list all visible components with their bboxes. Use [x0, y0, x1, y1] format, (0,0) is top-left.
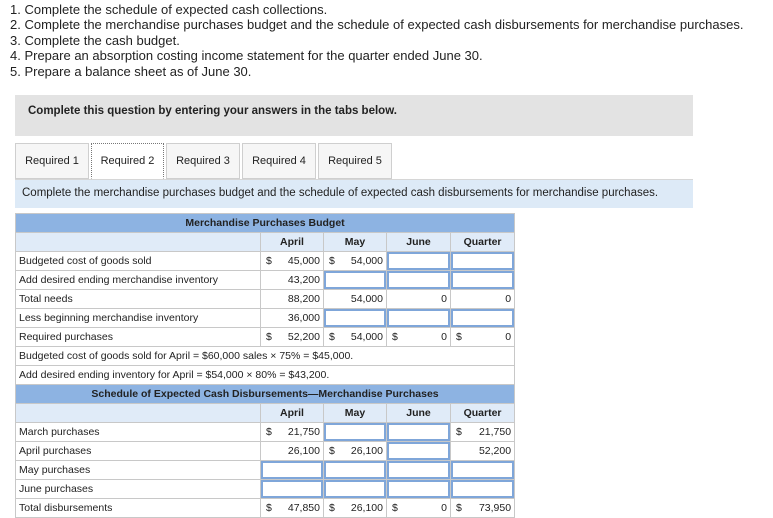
- schedule-input-may[interactable]: [324, 480, 387, 499]
- budget-cell-june: 0: [387, 290, 451, 309]
- budget-cell-april: 88,200: [261, 290, 324, 309]
- schedule-cell-quarter: $ 73,950: [451, 499, 515, 518]
- schedule-cell-may: $ 26,100: [324, 442, 387, 461]
- schedule-input-quarter[interactable]: [451, 461, 515, 480]
- budget-cell-may: $ 54,000: [324, 252, 387, 271]
- question-prompt-box: [15, 95, 693, 136]
- instruction-item: 5. Prepare a balance sheet as of June 30.: [10, 63, 252, 79]
- budget-col-april: April: [261, 233, 324, 252]
- instructions-list: [10, 2, 743, 79]
- budget-cell-may: 54,000: [324, 290, 387, 309]
- budget-input-quarter[interactable]: [451, 252, 515, 271]
- budget-row-label: Budgeted cost of goods sold: [16, 252, 261, 271]
- schedule-cell-quarter: $ 21,750: [451, 423, 515, 442]
- budget-cell-april: $ 45,000: [261, 252, 324, 271]
- schedule-col-april: April: [261, 404, 324, 423]
- instruction-item: 1. Complete the schedule of expected cash collections.: [10, 2, 328, 17]
- tab-bar: [15, 143, 394, 179]
- budget-cell-april: 43,200: [261, 271, 324, 290]
- schedule-row: [16, 480, 515, 499]
- schedule-row-label: May purchases: [16, 461, 261, 480]
- schedule-row: [16, 499, 515, 518]
- budget-cell-quarter: $ 0: [451, 328, 515, 347]
- schedule-row-label: April purchases: [16, 442, 261, 461]
- budget-row: [16, 309, 515, 328]
- budget-header-blank: [16, 233, 261, 252]
- budget-note: Budgeted cost of goods sold for April = $60,000 sales × 75% = $45,000.: [16, 347, 515, 366]
- budget-row: [16, 271, 515, 290]
- budget-col-may: May: [324, 233, 387, 252]
- budget-row-label: Total needs: [16, 290, 261, 309]
- budget-row-label: Required purchases: [16, 328, 261, 347]
- budget-row-label: Add desired ending merchandise inventory: [16, 271, 261, 290]
- schedule-input-quarter[interactable]: [451, 480, 515, 499]
- schedule-row-label: June purchases: [16, 480, 261, 499]
- schedule-input-may[interactable]: [324, 461, 387, 480]
- schedule-row-label: Total disbursements: [16, 499, 261, 518]
- schedule-input-june[interactable]: [387, 461, 451, 480]
- tab-required-3[interactable]: Required 3: [166, 143, 240, 179]
- instruction-item: 2. Complete the merchandise purchases budget and the schedule of expected cash disbursements for merchandise purchases.: [10, 17, 744, 33]
- budget-cell-may: $ 54,000: [324, 328, 387, 347]
- budget-row: [16, 252, 515, 271]
- budget-row: [16, 290, 515, 309]
- schedule-row: [16, 423, 515, 442]
- merchandise-purchases-budget-table: [15, 213, 515, 385]
- schedule-cell-april: 26,100: [261, 442, 324, 461]
- budget-cell-april: $ 52,200: [261, 328, 324, 347]
- budget-row-label: Less beginning merchandise inventory: [16, 309, 261, 328]
- schedule-input-april[interactable]: [261, 461, 324, 480]
- budget-input-june[interactable]: [387, 252, 451, 271]
- budget-cell-quarter: 0: [451, 290, 515, 309]
- schedule-row: [16, 461, 515, 480]
- budget-note: Add desired ending inventory for April = $54,000 × 80% = $43,200.: [16, 366, 515, 385]
- schedule-input-june[interactable]: [387, 423, 451, 442]
- schedule-cell-quarter: 52,200: [451, 442, 515, 461]
- budget-input-quarter[interactable]: [451, 271, 515, 290]
- task-description: Complete the merchandise purchases budget and the schedule of expected cash disbursements for merchandise purchases.: [15, 180, 693, 208]
- budget-input-may[interactable]: [324, 309, 387, 328]
- budget-row: [16, 328, 515, 347]
- schedule-cell-june: $ 0: [387, 499, 451, 518]
- schedule-input-june[interactable]: [387, 480, 451, 499]
- budget-input-quarter[interactable]: [451, 309, 515, 328]
- schedule-col-may: May: [324, 404, 387, 423]
- schedule-input-april[interactable]: [261, 480, 324, 499]
- budget-input-june[interactable]: [387, 309, 451, 328]
- schedule-col-june: June: [387, 404, 451, 423]
- cash-disbursements-schedule-table: [15, 384, 515, 518]
- instruction-item: 3. Complete the cash budget.: [10, 32, 180, 48]
- tab-required-4[interactable]: Required 4: [242, 143, 316, 179]
- instruction-item: 4. Prepare an absorption costing income statement for the quarter ended June 30.: [10, 48, 483, 64]
- schedule-input-june[interactable]: [387, 442, 451, 461]
- budget-title: Merchandise Purchases Budget: [16, 214, 515, 233]
- schedule-cell-may: $ 26,100: [324, 499, 387, 518]
- budget-cell-april: 36,000: [261, 309, 324, 328]
- schedule-cell-april: $ 21,750: [261, 423, 324, 442]
- budget-input-june[interactable]: [387, 271, 451, 290]
- budget-input-may[interactable]: [324, 271, 387, 290]
- schedule-header-blank: [16, 404, 261, 423]
- question-prompt: Complete this question by entering your answers in the tabs below.: [28, 105, 397, 117]
- budget-cell-june: $ 0: [387, 328, 451, 347]
- tab-required-2[interactable]: Required 2: [91, 143, 164, 179]
- schedule-row: [16, 442, 515, 461]
- budget-col-june: June: [387, 233, 451, 252]
- schedule-row-label: March purchases: [16, 423, 261, 442]
- tab-required-5[interactable]: Required 5: [318, 143, 392, 179]
- schedule-input-may[interactable]: [324, 423, 387, 442]
- schedule-cell-april: $ 47,850: [261, 499, 324, 518]
- schedule-col-quarter: Quarter: [451, 404, 515, 423]
- budget-col-quarter: Quarter: [451, 233, 515, 252]
- schedule-title: Schedule of Expected Cash Disbursements—Merchandise Purchases: [16, 385, 515, 404]
- tab-required-1[interactable]: Required 1: [15, 143, 89, 179]
